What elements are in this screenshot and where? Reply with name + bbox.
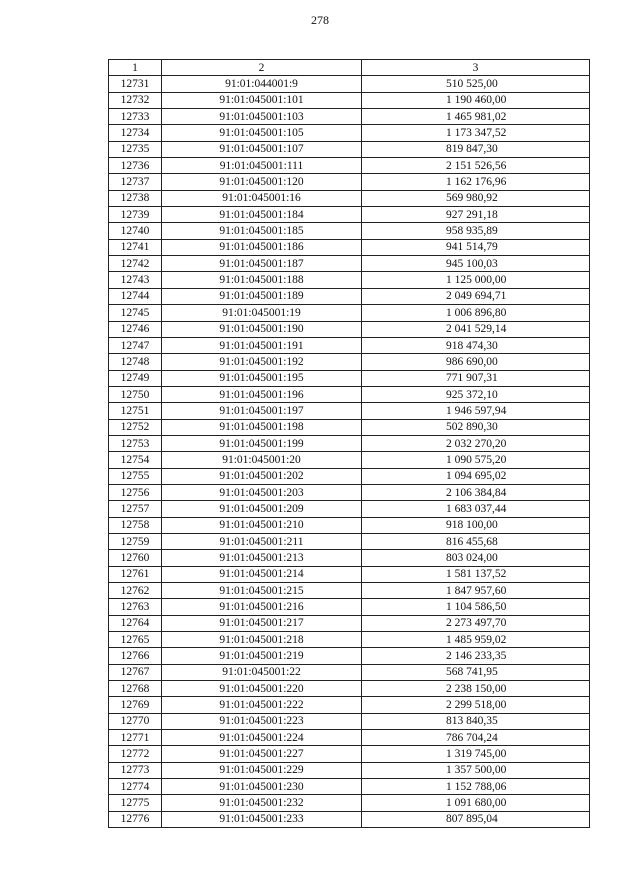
table-row [109, 272, 590, 288]
table-row [109, 256, 590, 272]
row-number-cell: 12740 [109, 223, 162, 239]
row-number-cell: 12732 [109, 92, 162, 108]
cadastral-number-cell: 91:01:045001:120 [162, 174, 362, 190]
cadastral-number-cell: 91:01:045001:218 [162, 632, 362, 648]
row-number-cell: 12761 [109, 566, 162, 582]
value-cell: 1 125 000,00 [362, 272, 590, 288]
value-cell: 1 319 745,00 [362, 746, 590, 762]
cadastral-number-cell: 91:01:045001:229 [162, 762, 362, 778]
cadastral-number-cell: 91:01:045001:195 [162, 370, 362, 386]
cadastral-number-cell: 91:01:045001:197 [162, 403, 362, 419]
row-number-cell: 12770 [109, 713, 162, 729]
table-row [109, 615, 590, 631]
value-cell: 2 106 384,84 [362, 484, 590, 500]
value-cell: 1 357 500,00 [362, 762, 590, 778]
value-cell: 807 895,04 [362, 811, 590, 827]
cadastral-number-cell: 91:01:045001:189 [162, 288, 362, 304]
cadastral-number-cell: 91:01:045001:230 [162, 779, 362, 795]
table-row [109, 697, 590, 713]
cadastral-number-cell: 91:01:045001:233 [162, 811, 362, 827]
table-row [109, 484, 590, 500]
row-number-cell: 12736 [109, 158, 162, 174]
cadastral-number-cell: 91:01:045001:186 [162, 239, 362, 255]
cadastral-number-cell: 91:01:045001:213 [162, 550, 362, 566]
value-cell: 1 465 981,02 [362, 109, 590, 125]
table-row [109, 811, 590, 827]
table-row [109, 681, 590, 697]
table-row [109, 174, 590, 190]
value-cell: 2 041 529,14 [362, 321, 590, 337]
value-cell: 1 104 586,50 [362, 599, 590, 615]
cadastral-number-cell: 91:01:045001:111 [162, 158, 362, 174]
value-cell: 1 162 176,96 [362, 174, 590, 190]
cadastral-number-cell: 91:01:045001:185 [162, 223, 362, 239]
table-row [109, 501, 590, 517]
row-number-cell: 12742 [109, 256, 162, 272]
cadastral-number-cell: 91:01:045001:101 [162, 92, 362, 108]
value-cell: 925 372,10 [362, 386, 590, 402]
row-number-cell: 12771 [109, 730, 162, 746]
cadastral-number-cell: 91:01:045001:188 [162, 272, 362, 288]
table-row [109, 550, 590, 566]
cadastral-value-table [108, 59, 590, 828]
row-number-cell: 12768 [109, 681, 162, 697]
cadastral-number-cell: 91:01:045001:209 [162, 501, 362, 517]
header-col-2: 2 [162, 60, 362, 76]
cadastral-number-cell: 91:01:045001:202 [162, 468, 362, 484]
table-row [109, 435, 590, 451]
row-number-cell: 12734 [109, 125, 162, 141]
table-row [109, 746, 590, 762]
row-number-cell: 12745 [109, 305, 162, 321]
row-number-cell: 12738 [109, 190, 162, 206]
cadastral-number-cell: 91:01:045001:198 [162, 419, 362, 435]
table-row [109, 337, 590, 353]
cadastral-number-cell: 91:01:045001:217 [162, 615, 362, 631]
value-cell: 2 273 497,70 [362, 615, 590, 631]
table-row [109, 76, 590, 92]
cadastral-number-cell: 91:01:045001:191 [162, 337, 362, 353]
value-cell: 927 291,18 [362, 207, 590, 223]
header-row [109, 60, 590, 76]
row-number-cell: 12762 [109, 583, 162, 599]
table-row [109, 207, 590, 223]
table-row [109, 370, 590, 386]
row-number-cell: 12772 [109, 746, 162, 762]
table-row [109, 468, 590, 484]
row-number-cell: 12774 [109, 779, 162, 795]
table-row [109, 125, 590, 141]
table-row [109, 158, 590, 174]
table-row [109, 583, 590, 599]
cadastral-number-cell: 91:01:045001:190 [162, 321, 362, 337]
header-col-3: 3 [362, 60, 590, 76]
row-number-cell: 12749 [109, 370, 162, 386]
table-row [109, 109, 590, 125]
value-cell: 958 935,89 [362, 223, 590, 239]
cadastral-number-cell: 91:01:045001:203 [162, 484, 362, 500]
table-row [109, 288, 590, 304]
table-row [109, 141, 590, 157]
row-number-cell: 12743 [109, 272, 162, 288]
value-cell: 945 100,03 [362, 256, 590, 272]
row-number-cell: 12766 [109, 648, 162, 664]
table-row [109, 354, 590, 370]
value-cell: 816 455,68 [362, 533, 590, 549]
table-row [109, 779, 590, 795]
value-cell: 1 946 597,94 [362, 403, 590, 419]
cadastral-number-cell: 91:01:045001:16 [162, 190, 362, 206]
value-cell: 510 525,00 [362, 76, 590, 92]
table-row [109, 664, 590, 680]
row-number-cell: 12754 [109, 452, 162, 468]
value-cell: 569 980,92 [362, 190, 590, 206]
table-row [109, 305, 590, 321]
cadastral-number-cell: 91:01:045001:215 [162, 583, 362, 599]
value-cell: 2 151 526,56 [362, 158, 590, 174]
table-row [109, 239, 590, 255]
cadastral-number-cell: 91:01:045001:192 [162, 354, 362, 370]
value-cell: 918 100,00 [362, 517, 590, 533]
row-number-cell: 12765 [109, 632, 162, 648]
table-row [109, 795, 590, 811]
row-number-cell: 12753 [109, 435, 162, 451]
value-cell: 2 049 694,71 [362, 288, 590, 304]
table-row [109, 713, 590, 729]
table-row [109, 190, 590, 206]
value-cell: 2 238 150,00 [362, 681, 590, 697]
value-cell: 1 173 347,52 [362, 125, 590, 141]
row-number-cell: 12744 [109, 288, 162, 304]
table-header [109, 60, 590, 76]
cadastral-number-cell: 91:01:045001:222 [162, 697, 362, 713]
table-row [109, 632, 590, 648]
value-cell: 918 474,30 [362, 337, 590, 353]
cadastral-number-cell: 91:01:045001:22 [162, 664, 362, 680]
value-cell: 2 032 270,20 [362, 435, 590, 451]
value-cell: 1 683 037,44 [362, 501, 590, 517]
table-row [109, 452, 590, 468]
row-number-cell: 12756 [109, 484, 162, 500]
row-number-cell: 12763 [109, 599, 162, 615]
row-number-cell: 12751 [109, 403, 162, 419]
value-cell: 1 152 788,06 [362, 779, 590, 795]
cadastral-number-cell: 91:01:045001:199 [162, 435, 362, 451]
row-number-cell: 12764 [109, 615, 162, 631]
table-row [109, 223, 590, 239]
row-number-cell: 12748 [109, 354, 162, 370]
cadastral-number-cell: 91:01:045001:20 [162, 452, 362, 468]
table-body [109, 76, 590, 828]
cadastral-number-cell: 91:01:045001:210 [162, 517, 362, 533]
table-row [109, 533, 590, 549]
table-row [109, 403, 590, 419]
row-number-cell: 12769 [109, 697, 162, 713]
cadastral-number-cell: 91:01:045001:211 [162, 533, 362, 549]
cadastral-number-cell: 91:01:045001:103 [162, 109, 362, 125]
value-cell: 568 741,95 [362, 664, 590, 680]
cadastral-number-cell: 91:01:045001:219 [162, 648, 362, 664]
cadastral-number-cell: 91:01:045001:220 [162, 681, 362, 697]
value-cell: 1 190 460,00 [362, 92, 590, 108]
value-cell: 986 690,00 [362, 354, 590, 370]
value-cell: 771 907,31 [362, 370, 590, 386]
cadastral-number-cell: 91:01:045001:187 [162, 256, 362, 272]
row-number-cell: 12731 [109, 76, 162, 92]
table-row [109, 386, 590, 402]
value-cell: 2 146 233,35 [362, 648, 590, 664]
value-cell: 1 094 695,02 [362, 468, 590, 484]
value-cell: 819 847,30 [362, 141, 590, 157]
value-cell: 941 514,79 [362, 239, 590, 255]
cadastral-number-cell: 91:01:045001:223 [162, 713, 362, 729]
table-row [109, 566, 590, 582]
cadastral-number-cell: 91:01:045001:227 [162, 746, 362, 762]
row-number-cell: 12733 [109, 109, 162, 125]
page-number: 278 [311, 13, 329, 27]
row-number-cell: 12775 [109, 795, 162, 811]
value-cell: 1 090 575,20 [362, 452, 590, 468]
row-number-cell: 12747 [109, 337, 162, 353]
row-number-cell: 12752 [109, 419, 162, 435]
cadastral-number-cell: 91:01:045001:216 [162, 599, 362, 615]
row-number-cell: 12773 [109, 762, 162, 778]
row-number-cell: 12750 [109, 386, 162, 402]
cadastral-number-cell: 91:01:045001:105 [162, 125, 362, 141]
value-cell: 813 840,35 [362, 713, 590, 729]
row-number-cell: 12755 [109, 468, 162, 484]
value-cell: 1 581 137,52 [362, 566, 590, 582]
value-cell: 2 299 518,00 [362, 697, 590, 713]
row-number-cell: 12759 [109, 533, 162, 549]
table-row [109, 762, 590, 778]
row-number-cell: 12757 [109, 501, 162, 517]
cadastral-number-cell: 91:01:045001:196 [162, 386, 362, 402]
row-number-cell: 12737 [109, 174, 162, 190]
value-cell: 1 091 680,00 [362, 795, 590, 811]
cadastral-number-cell: 91:01:045001:184 [162, 207, 362, 223]
table-row [109, 92, 590, 108]
value-cell: 786 704,24 [362, 730, 590, 746]
row-number-cell: 12741 [109, 239, 162, 255]
cadastral-number-cell: 91:01:045001:19 [162, 305, 362, 321]
value-cell: 502 890,30 [362, 419, 590, 435]
header-col-1: 1 [109, 60, 162, 76]
row-number-cell: 12735 [109, 141, 162, 157]
cadastral-number-cell: 91:01:044001:9 [162, 76, 362, 92]
table-row [109, 321, 590, 337]
value-cell: 1 485 959,02 [362, 632, 590, 648]
table-row [109, 419, 590, 435]
cadastral-number-cell: 91:01:045001:224 [162, 730, 362, 746]
row-number-cell: 12760 [109, 550, 162, 566]
table-row [109, 599, 590, 615]
value-cell: 803 024,00 [362, 550, 590, 566]
table-row [109, 648, 590, 664]
table-row [109, 730, 590, 746]
row-number-cell: 12767 [109, 664, 162, 680]
table-row [109, 517, 590, 533]
cadastral-number-cell: 91:01:045001:214 [162, 566, 362, 582]
row-number-cell: 12776 [109, 811, 162, 827]
row-number-cell: 12746 [109, 321, 162, 337]
row-number-cell: 12758 [109, 517, 162, 533]
value-cell: 1 006 896,80 [362, 305, 590, 321]
row-number-cell: 12739 [109, 207, 162, 223]
value-cell: 1 847 957,60 [362, 583, 590, 599]
cadastral-number-cell: 91:01:045001:232 [162, 795, 362, 811]
cadastral-number-cell: 91:01:045001:107 [162, 141, 362, 157]
